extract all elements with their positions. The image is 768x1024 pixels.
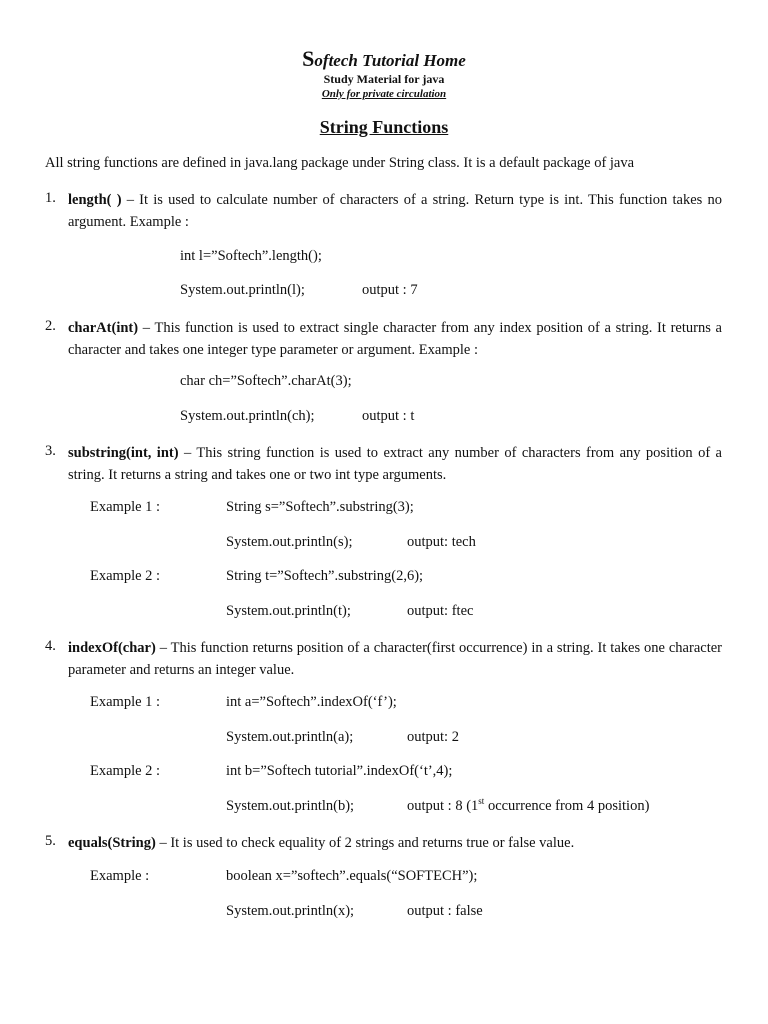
brand-rest: oftech Tutorial Home (314, 51, 466, 70)
example-label: Example : (90, 868, 150, 884)
code-line: int b=”Softech tutorial”.indexOf(‘t’,4); (226, 763, 453, 779)
output-text: output : 7 (362, 282, 418, 298)
output-text: output: tech (407, 534, 476, 550)
output-sup: st (478, 796, 485, 807)
brand-initial: S (302, 46, 315, 71)
code-line: System.out.println(a); (226, 729, 354, 745)
item-number: 4. (45, 638, 56, 654)
code-line: System.out.println(t); (226, 603, 351, 619)
item-description (68, 637, 722, 681)
item-number: 2. (45, 318, 56, 334)
code-line: System.out.println(l); (180, 282, 305, 298)
code-line: char ch=”Softech”.charAt(3); (180, 373, 352, 389)
code-line: System.out.println(ch); (180, 408, 315, 424)
code-line: boolean x=”softech”.equals(“SOFTECH”); (226, 868, 478, 884)
intro-text: All string functions are defined in java.lang package under String class. It is a default package of java (45, 155, 635, 171)
code-line: System.out.println(s); (226, 534, 353, 550)
page-title: String Functions (319, 117, 449, 137)
function-name: substring(int, int) (68, 445, 179, 461)
output-text (407, 798, 649, 815)
item-description (68, 189, 722, 233)
function-name: charAt(int) (68, 320, 139, 336)
output-text: output : false (407, 903, 483, 919)
code-line: int l=”Softech”.length(); (180, 248, 322, 264)
code-line: int a=”Softech”.indexOf(‘f’); (226, 694, 397, 710)
function-name: length( ) (68, 192, 122, 208)
function-name: indexOf(char) (68, 640, 156, 656)
function-desc: – This function returns position of a character(first occurrence) in a string. It takes one character parameter and returns an integer value. (68, 640, 722, 678)
output-pre: output : 8 (1 (407, 798, 479, 814)
item-description (68, 442, 722, 486)
brand-title (0, 46, 768, 72)
code-line: String s=”Softech”.substring(3); (226, 499, 414, 515)
item-number: 1. (45, 190, 56, 206)
circulation-note: Only for private circulation (321, 88, 447, 100)
item-description (68, 317, 722, 361)
output-text: output: 2 (407, 729, 459, 745)
function-name: equals(String) (68, 835, 156, 851)
function-desc: – This string function is used to extract any number of characters from any position of a string. It returns a string and takes one or two int type arguments. (68, 445, 722, 483)
output-post: occurrence from 4 position) (484, 798, 650, 814)
subtitle: Study Material for java (323, 72, 445, 86)
function-desc: – It is used to check equality of 2 strings and returns true or false value. (155, 835, 575, 851)
function-desc: – It is used to calculate number of characters of a string. Return type is int. This function takes no argument. Example : (68, 192, 722, 230)
output-text: output: ftec (407, 603, 474, 619)
code-line: System.out.println(x); (226, 903, 355, 919)
output-text: output : t (362, 408, 415, 424)
item-description (68, 832, 722, 854)
item-number: 5. (45, 833, 56, 849)
example-label: Example 1 : (90, 499, 161, 515)
example-label: Example 2 : (90, 763, 161, 779)
example-label: Example 2 : (90, 568, 161, 584)
code-line: System.out.println(b); (226, 798, 355, 814)
example-label: Example 1 : (90, 694, 161, 710)
function-desc: – This function is used to extract single character from any index position of a string. It returns a character and takes one integer type parameter or argument. Example : (68, 320, 722, 358)
item-number: 3. (45, 443, 56, 459)
code-line: String t=”Softech”.substring(2,6); (226, 568, 424, 584)
